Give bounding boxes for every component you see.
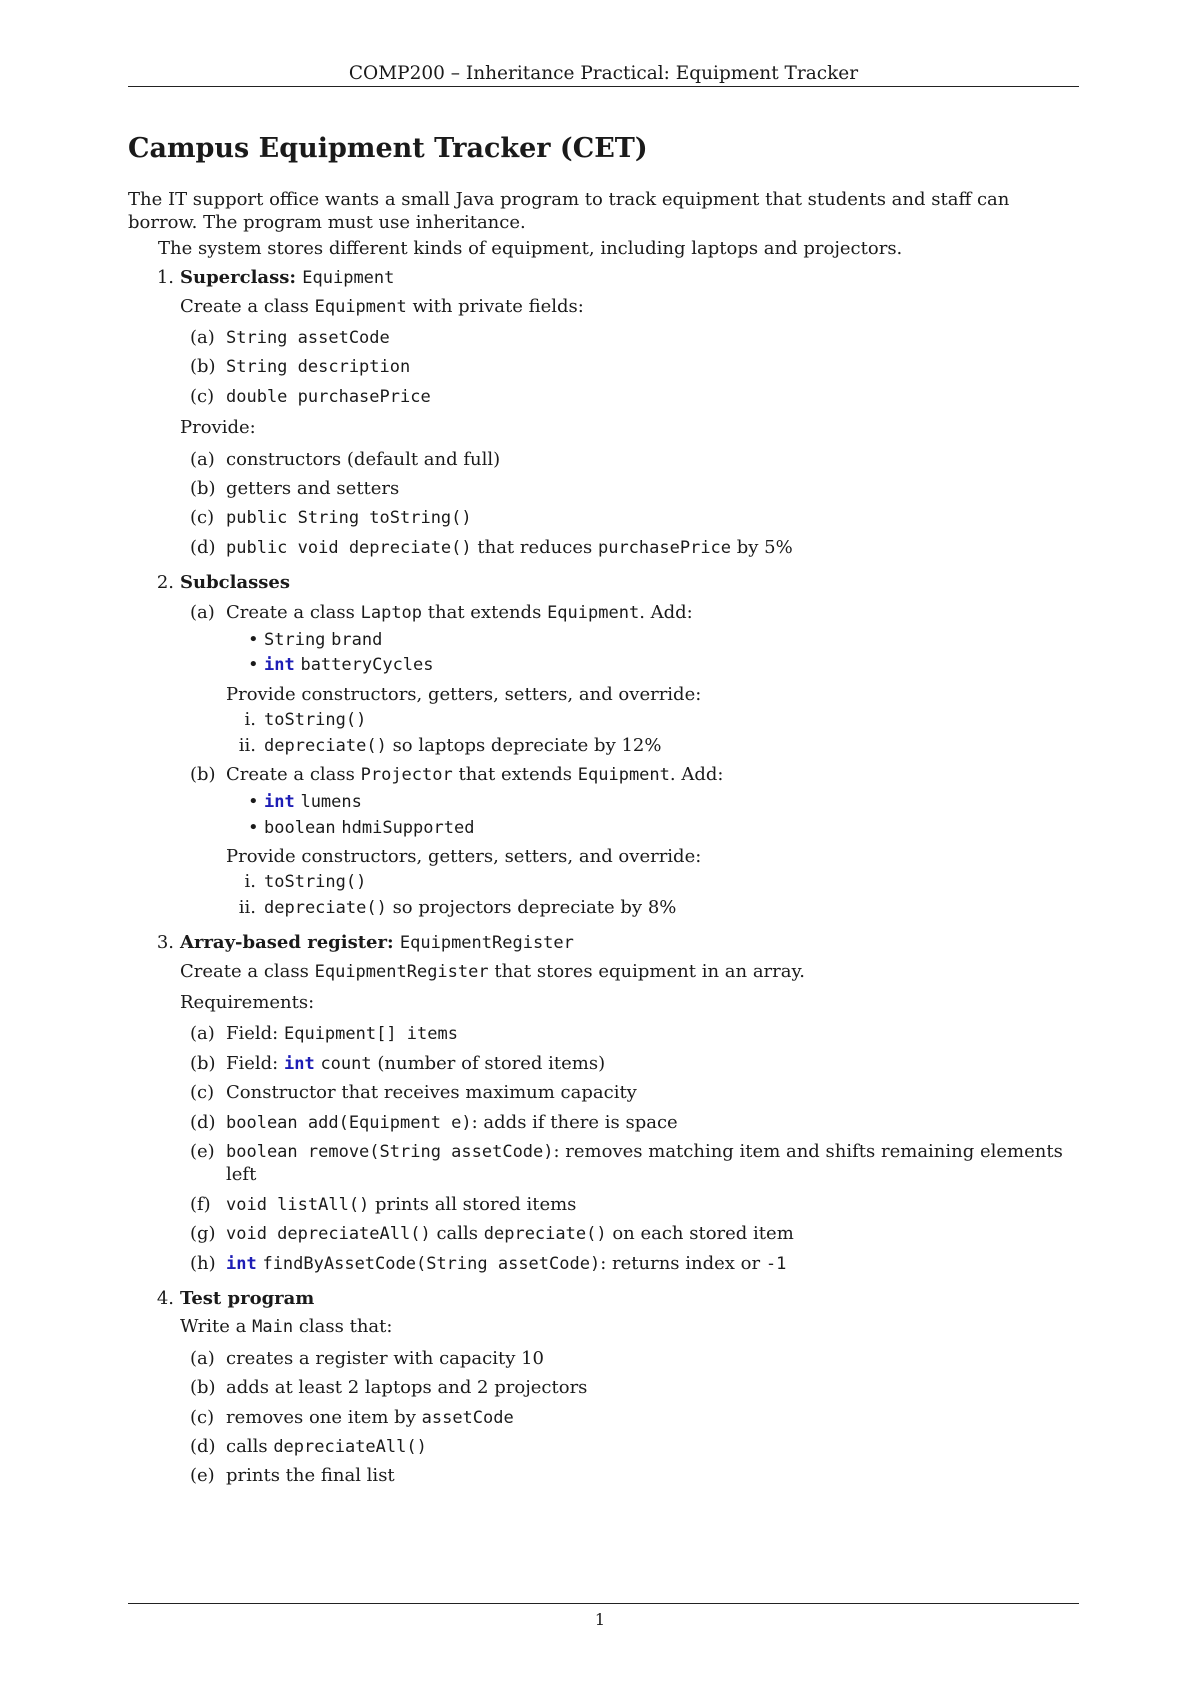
list-item: (c) Constructor that receives maximum capacity <box>190 1082 637 1104</box>
provide-label: Provide constructors, getters, setters, and override: <box>226 683 702 705</box>
section-number: 2. <box>156 572 174 594</box>
section-title: Subclasses <box>180 572 290 594</box>
page-number: 1 <box>594 1610 606 1629</box>
list-item: • boolean hdmiSupported <box>248 816 1079 839</box>
bullet-list <box>226 628 1079 677</box>
list-item: (h) int findByAssetCode(String assetCode): returns index or -1 <box>190 1252 787 1274</box>
field-list <box>180 326 1079 408</box>
list-item: (a) constructors (default and full) <box>190 448 501 470</box>
subclass-laptop: (a) Create a class Laptop that extends Equipment. Add: • String brand • int batteryCycles Provide constructors, getters, setters, and override: i. toString() ii. depreciate() so laptops depreciate by 12% <box>180 601 1079 757</box>
provide-label: Provide constructors, getters, setters, and override: <box>226 846 702 868</box>
list-item: (c) double purchasePrice <box>190 385 431 407</box>
intro-paragraph-2: The system stores different kinds of equipment, including laptops and projectors. <box>158 237 903 259</box>
list-item: i. toString() <box>244 871 367 893</box>
list-item: (d) boolean add(Equipment e): adds if there is space <box>190 1111 678 1133</box>
list-item: (b) String description <box>190 356 411 378</box>
method-list <box>180 448 1079 560</box>
task-list <box>128 266 1079 1487</box>
override-list <box>226 708 1079 757</box>
list-item: (b) Field: int count (number of stored items) <box>190 1052 606 1074</box>
list-item: (e) boolean remove(String assetCode): removes matching item and shifts remaining elements left <box>190 1140 1063 1186</box>
list-item: (f) void listAll() prints all stored items <box>190 1193 577 1215</box>
section-superclass <box>128 266 1079 559</box>
section-paragraph: Create a class Equipment with private fields: <box>180 295 584 317</box>
list-item: (e) prints the final list <box>190 1465 395 1487</box>
override-list <box>226 870 1079 919</box>
provide-label: Provide: <box>180 417 256 439</box>
section-title: Array-based register: EquipmentRegister <box>180 932 574 954</box>
header-rule <box>128 86 1079 87</box>
section-paragraph: Create a class EquipmentRegister that stores equipment in an array. <box>180 960 805 982</box>
section-title: Superclass: Equipment <box>180 267 395 289</box>
document-title: Campus Equipment Tracker (CET) <box>128 133 648 164</box>
section-title: Test program <box>180 1287 315 1309</box>
section-number: 1. <box>156 267 174 289</box>
section-paragraph: Write a Main class that: <box>180 1316 393 1338</box>
list-item: (c) public String toString() <box>190 507 472 529</box>
list-item: • String brand <box>248 628 1079 651</box>
subclass-projector: (b) Create a class Projector that extends Equipment. Add: • int lumens • boolean hdmiSupported Provide constructors, getters, setters, and override: i. toString() ii. depreciate() so projectors depreciate by 8% <box>180 763 1079 919</box>
list-item: (d) public void depreciate() that reduces purchasePrice by 5% <box>190 536 793 558</box>
list-item: (b) adds at least 2 laptops and 2 projectors <box>190 1377 588 1399</box>
list-item: • int batteryCycles <box>248 653 1079 676</box>
list-item: ii. depreciate() so laptops depreciate by 12% <box>238 734 662 756</box>
list-item: • int lumens <box>248 790 1079 813</box>
section-test-program <box>128 1287 1079 1488</box>
test-step-list <box>180 1347 1079 1488</box>
subclass-list <box>180 601 1079 920</box>
list-item: (g) void depreciateAll() calls depreciate() on each stored item <box>190 1223 794 1245</box>
bullet-list <box>226 790 1079 839</box>
document-page <box>128 62 1079 1500</box>
list-item: (b) getters and setters <box>190 478 400 499</box>
section-number: 3. <box>156 932 174 954</box>
list-item: (a) String assetCode <box>190 327 390 349</box>
list-item: (a) creates a register with capacity 10 <box>190 1347 544 1369</box>
list-item: (c) removes one item by assetCode <box>190 1406 514 1428</box>
section-subclasses <box>128 571 1079 919</box>
section-number: 4. <box>156 1287 174 1309</box>
footer-rule <box>128 1603 1079 1604</box>
requirement-list <box>180 1022 1079 1275</box>
requirements-label: Requirements: <box>180 992 315 1014</box>
list-item: i. toString() <box>244 709 367 731</box>
list-item: (d) calls depreciateAll() <box>190 1435 427 1457</box>
list-item: (a) Field: Equipment[] items <box>190 1023 458 1045</box>
intro-paragraph: The IT support office wants a small Java program to track equipment that students and staff can borrow. The program must use inheritance. <box>128 189 1010 234</box>
running-header: COMP200 – Inheritance Practical: Equipment Tracker <box>348 63 859 84</box>
section-register <box>128 931 1079 1275</box>
list-item: ii. depreciate() so projectors depreciate by 8% <box>238 896 677 918</box>
